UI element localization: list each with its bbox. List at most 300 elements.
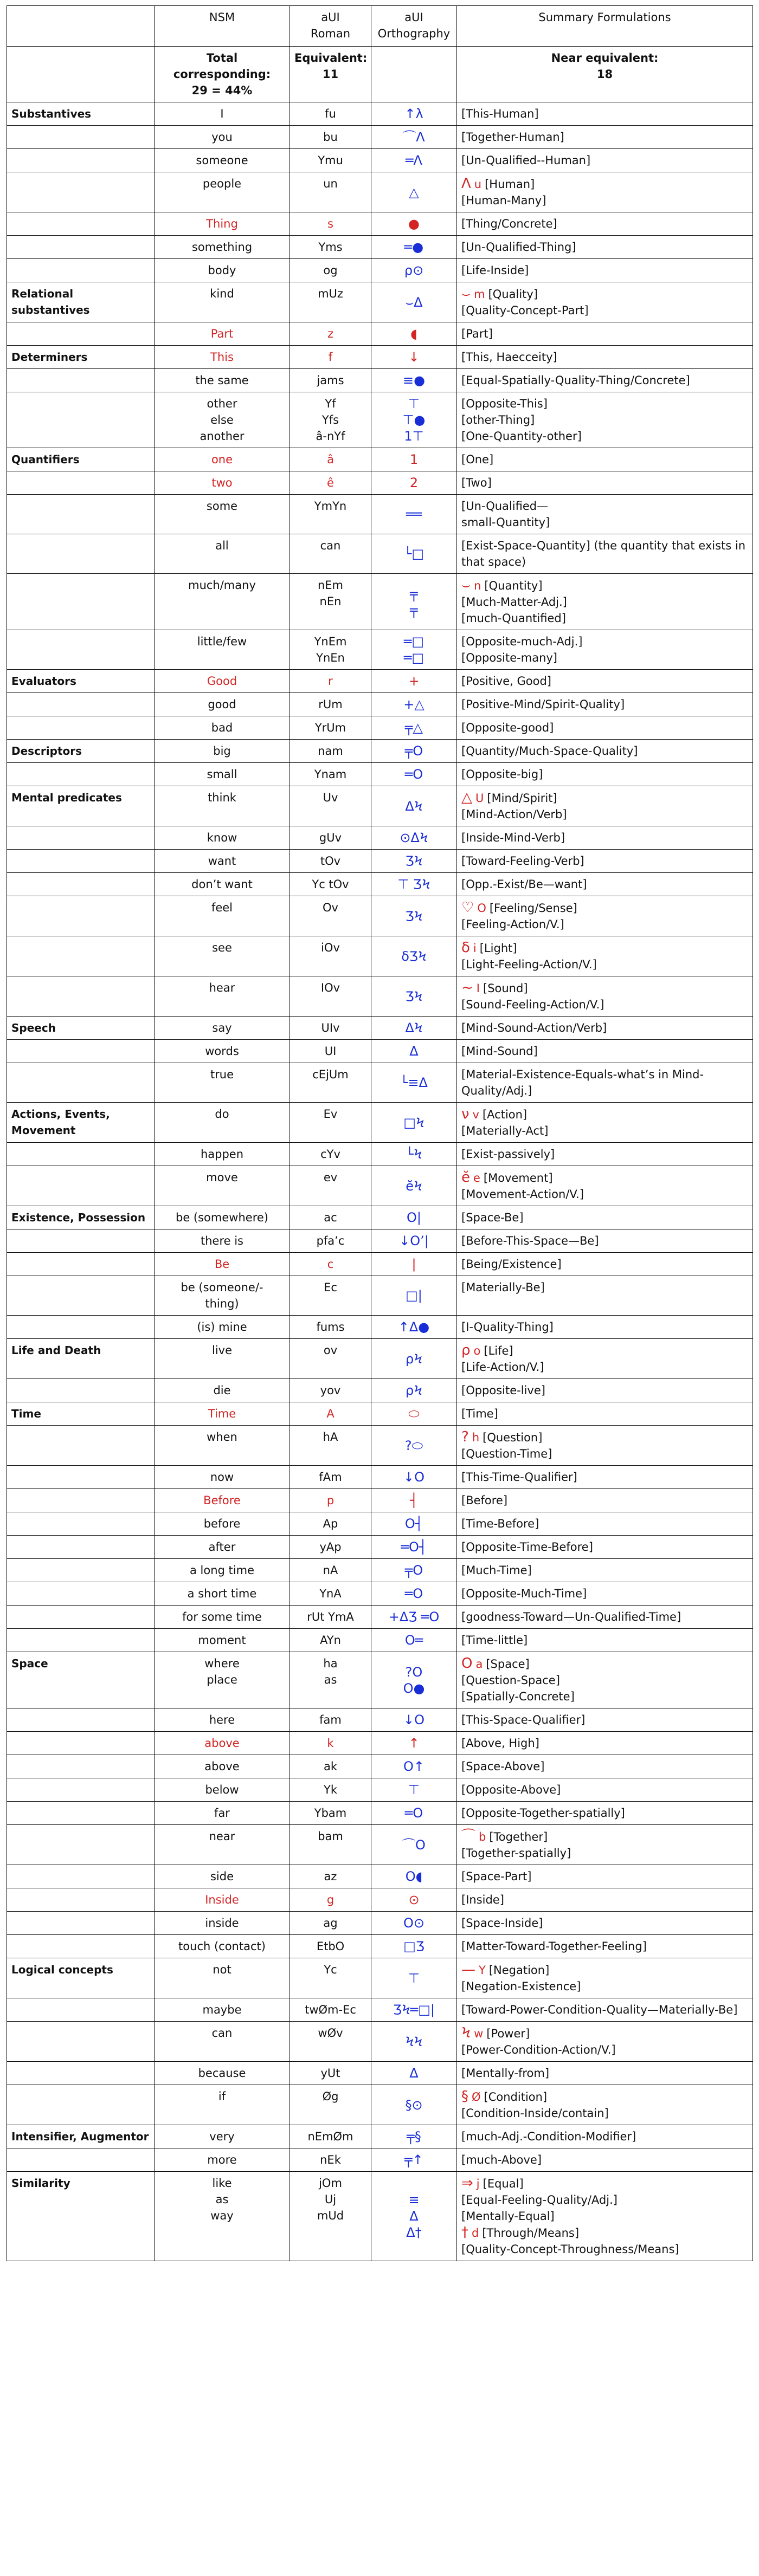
summary-line xyxy=(461,766,748,782)
nsm-term: as xyxy=(215,2193,229,2206)
category-cell: Intensifier, Augmentor xyxy=(7,2125,155,2148)
table-row xyxy=(7,786,753,826)
nsm-cell xyxy=(155,1755,290,1778)
summary-text: [Material-Existence-Equals-what’s in Mind-Quality/Adj.] xyxy=(461,1068,704,1097)
summary-text: [Quality-Concept-Throughness/Means] xyxy=(461,2243,679,2256)
summary-line xyxy=(461,498,748,514)
ortho-cell xyxy=(371,102,457,126)
summary-cell xyxy=(457,693,753,716)
ortho-cell xyxy=(371,1017,457,1040)
table-row xyxy=(7,448,753,471)
table-row xyxy=(7,392,753,448)
roman-cell xyxy=(290,1466,371,1489)
ortho-glyph: ⊤ xyxy=(408,1782,420,1797)
ortho-glyph: ϞϞ xyxy=(405,2034,423,2049)
nsm-cell xyxy=(155,2172,290,2261)
roman-cell xyxy=(290,236,371,259)
ortho-cell xyxy=(371,1732,457,1755)
category-cell xyxy=(7,693,155,716)
roman-term: yov xyxy=(320,1384,341,1397)
table-row xyxy=(7,212,753,236)
summary-line xyxy=(461,1169,748,1186)
ortho-glyph: ═O xyxy=(404,1586,423,1601)
roman-cell xyxy=(290,1103,371,1143)
subheader-total-l3: 29 = 44% xyxy=(191,84,253,97)
ortho-glyph: ╤↑ xyxy=(404,2152,423,2167)
nsm-term: thing) xyxy=(205,1297,239,1310)
ortho-glyph: + xyxy=(408,674,420,689)
summary-cell xyxy=(457,1489,753,1512)
roman-term: YnA xyxy=(319,1587,342,1600)
table-row xyxy=(7,1253,753,1276)
subheader-total-l1: Total xyxy=(206,51,238,64)
nsm-term: if xyxy=(218,2090,226,2103)
nsm-cell xyxy=(155,670,290,693)
roman-term: YrUm xyxy=(314,721,346,734)
ortho-glyph: ≡● xyxy=(402,373,426,388)
table-row xyxy=(7,2062,753,2085)
table-row xyxy=(7,471,753,495)
summary-cell xyxy=(457,126,753,149)
table-row xyxy=(7,670,753,693)
table-row xyxy=(7,1582,753,1606)
table-row xyxy=(7,693,753,716)
summary-text: [Space-Part] xyxy=(461,1870,532,1883)
subheader-empty2 xyxy=(371,47,457,102)
summary-line xyxy=(461,2065,748,2081)
summary-text: [Un-Qualified--Human] xyxy=(461,154,591,167)
nsm-term: inside xyxy=(205,1917,239,1930)
nsm-cell xyxy=(155,1778,290,1802)
table-row xyxy=(7,2148,753,2172)
roman-term: EtbO xyxy=(316,1940,345,1953)
summary-line xyxy=(461,1655,748,1672)
nsm-cell xyxy=(155,1402,290,1426)
summary-line xyxy=(461,633,748,650)
nsm-cell xyxy=(155,826,290,850)
table-row xyxy=(7,1998,753,2022)
category-cell xyxy=(7,212,155,236)
table-row xyxy=(7,850,753,873)
summary-text: [Space] xyxy=(486,1658,530,1671)
prime-glyph-icon: — xyxy=(461,1962,475,1978)
summary-text: [Time-little] xyxy=(461,1634,528,1647)
summary-line xyxy=(461,1516,748,1532)
summary-line xyxy=(461,1805,748,1821)
summary-text: [Toward-Power-Condition-Quality—Materially-Be] xyxy=(461,2003,738,2016)
summary-cell xyxy=(457,1708,753,1732)
prime-glyph-icon: ĕ xyxy=(461,1169,470,1186)
summary-line xyxy=(461,789,748,806)
summary-line xyxy=(461,1020,748,1036)
roman-cell xyxy=(290,1253,371,1276)
table-row xyxy=(7,1017,753,1040)
ortho-glyph: ═● xyxy=(404,240,424,255)
category-cell: Similarity xyxy=(7,2172,155,2261)
table-row xyxy=(7,172,753,212)
ortho-cell xyxy=(371,763,457,786)
nsm-term: Be xyxy=(214,1258,230,1271)
summary-cell xyxy=(457,786,753,826)
nsm-term: Part xyxy=(210,327,234,340)
category-cell xyxy=(7,1888,155,1912)
summary-line xyxy=(461,1758,748,1775)
summary-cell xyxy=(457,2172,753,2261)
nsm-term: small xyxy=(207,768,237,781)
summary-cell xyxy=(457,282,753,322)
summary-line xyxy=(461,176,748,192)
header-roman xyxy=(290,6,371,47)
roman-cell xyxy=(290,346,371,369)
summary-cell xyxy=(457,369,753,392)
table-row xyxy=(7,1888,753,1912)
nsm-cell xyxy=(155,102,290,126)
prime-glyph-icon: † xyxy=(461,2224,468,2241)
ortho-glyph: ?O xyxy=(405,1664,423,1680)
summary-text: [One] xyxy=(461,453,494,466)
prime-glyph-icon: ⌣ xyxy=(461,577,471,593)
summary-line xyxy=(461,1539,748,1555)
summary-line xyxy=(461,412,748,428)
category-cell xyxy=(7,936,155,976)
summary-text: [Equal-Spatially-Quality-Thing/Concrete] xyxy=(461,374,690,387)
nsm-cell xyxy=(155,1935,290,1958)
roman-cell xyxy=(290,1732,371,1755)
summary-line xyxy=(461,696,748,713)
summary-line xyxy=(461,326,748,342)
roman-term: pfa’c xyxy=(316,1234,345,1247)
summary-line xyxy=(461,2152,748,2168)
roman-cell xyxy=(290,1379,371,1402)
ortho-cell xyxy=(371,716,457,740)
roman-cell xyxy=(290,282,371,322)
summary-text: [Quality] xyxy=(488,288,538,301)
table-row xyxy=(7,1402,753,1426)
summary-line xyxy=(461,1146,748,1162)
table-row xyxy=(7,369,753,392)
ortho-glyph: O⊙ xyxy=(403,1915,424,1931)
nsm-cell xyxy=(155,740,290,763)
nsm-cell xyxy=(155,1229,290,1253)
nsm-term: moment xyxy=(198,1634,246,1647)
summary-line xyxy=(461,577,748,594)
category-cell xyxy=(7,1379,155,1402)
nsm-cell xyxy=(155,1143,290,1166)
summary-text: [Sound] xyxy=(483,982,528,995)
nsm-term: there is xyxy=(200,1234,243,1247)
summary-cell xyxy=(457,740,753,763)
summary-cell xyxy=(457,172,753,212)
table-row xyxy=(7,1755,753,1778)
summary-line xyxy=(461,192,748,209)
roman-cell xyxy=(290,534,371,574)
summary-text: [Question-Time] xyxy=(461,1447,552,1460)
ortho-glyph: └≡Δ xyxy=(400,1075,428,1090)
table-row xyxy=(7,1316,753,1339)
roman-cell xyxy=(290,322,371,346)
ortho-cell xyxy=(371,212,457,236)
roman-cell xyxy=(290,2125,371,2148)
summary-cell xyxy=(457,1825,753,1865)
nsm-cell xyxy=(155,896,290,936)
summary-text: [Un-Qualified-Thing] xyxy=(461,241,576,254)
ortho-glyph: ═Λ xyxy=(406,153,422,168)
summary-line xyxy=(461,451,748,468)
summary-text: [Being/Existence] xyxy=(461,1258,562,1271)
ortho-cell xyxy=(371,1466,457,1489)
table-row xyxy=(7,1229,753,1253)
summary-line xyxy=(461,1186,748,1202)
ortho-cell xyxy=(371,2085,457,2125)
prime-glyph-icon: δ xyxy=(461,940,470,956)
summary-line xyxy=(461,152,748,169)
category-cell xyxy=(7,534,155,574)
prime-glyph-icon: § xyxy=(461,2088,468,2105)
category-cell xyxy=(7,574,155,630)
subheader-near-l1: Near equivalent: xyxy=(551,51,659,64)
nsm-term: below xyxy=(205,1783,239,1796)
summary-text: [Equal-Feeling-Quality/Adj.] xyxy=(461,2193,618,2206)
summary-cell xyxy=(457,1958,753,1998)
roman-cell xyxy=(290,1888,371,1912)
summary-text: [Human-Many] xyxy=(461,194,546,207)
ortho-cell xyxy=(371,1755,457,1778)
summary-line xyxy=(461,538,748,570)
ortho-glyph: O═ xyxy=(404,1633,423,1648)
prime-letter: o xyxy=(473,1344,481,1357)
prime-letter: j xyxy=(476,2177,480,2190)
summary-text: [Materially-Be] xyxy=(461,1281,545,1294)
roman-term: nEm xyxy=(317,579,344,592)
nsm-term: for some time xyxy=(182,1610,262,1623)
summary-text: [Opposite-much-Adj.] xyxy=(461,635,583,648)
table-row xyxy=(7,2085,753,2125)
roman-term: can xyxy=(320,539,341,552)
header-ortho-l2: Orthography xyxy=(377,27,451,40)
ortho-glyph: ╤O xyxy=(404,743,423,759)
ortho-glyph: ↑Δ● xyxy=(398,1319,430,1335)
summary-text: [Exist-passively] xyxy=(461,1148,555,1161)
roman-cell xyxy=(290,392,371,448)
header-roman-l1: aUI xyxy=(321,11,340,24)
ortho-cell xyxy=(371,740,457,763)
ortho-cell xyxy=(371,1778,457,1802)
summary-line xyxy=(461,1043,748,1059)
ortho-glyph: ╤△ xyxy=(405,720,423,735)
roman-cell xyxy=(290,471,371,495)
ortho-glyph: ═O xyxy=(404,767,423,782)
category-cell xyxy=(7,1063,155,1103)
nsm-cell xyxy=(155,1708,290,1732)
nsm-cell xyxy=(155,1103,290,1143)
table-row xyxy=(7,1802,753,1825)
ortho-glyph: | xyxy=(411,1257,416,1272)
summary-cell xyxy=(457,936,753,976)
category-cell: Existence, Possession xyxy=(7,1206,155,1229)
ortho-glyph: ⊤ ƷϞ xyxy=(397,877,430,892)
prime-glyph-icon: △ xyxy=(461,789,472,806)
roman-term: Ap xyxy=(323,1517,338,1530)
summary-line xyxy=(461,1279,748,1296)
prime-letter: e xyxy=(473,1172,480,1185)
nsm-cell xyxy=(155,448,290,471)
ortho-glyph: 1 xyxy=(409,452,419,467)
summary-line xyxy=(461,2088,748,2105)
summary-text: [I-Quality-Thing] xyxy=(461,1321,554,1334)
summary-text: [Space-Above] xyxy=(461,1760,545,1773)
table-row xyxy=(7,630,753,670)
nsm-cell xyxy=(155,1802,290,1825)
summary-text: [Two] xyxy=(461,476,492,489)
summary-text: [Space-Be] xyxy=(461,1211,524,1224)
ortho-cell xyxy=(371,2172,457,2261)
summary-text: [Equal] xyxy=(483,2177,524,2190)
table-row xyxy=(7,1489,753,1512)
summary-cell xyxy=(457,1166,753,1206)
nsm-term: else xyxy=(210,413,234,426)
summary-text: [Power] xyxy=(486,2027,530,2040)
nsm-cell xyxy=(155,1536,290,1559)
summary-text: [Opposite-Time-Before] xyxy=(461,1541,593,1554)
roman-term: Uj xyxy=(324,2193,337,2206)
summary-cell xyxy=(457,1582,753,1606)
table-row xyxy=(7,1825,753,1865)
roman-term: ac xyxy=(324,1211,337,1224)
category-cell xyxy=(7,471,155,495)
summary-line xyxy=(461,514,748,530)
table-row xyxy=(7,1379,753,1402)
summary-cell xyxy=(457,1512,753,1536)
summary-line xyxy=(461,940,748,956)
summary-line xyxy=(461,2208,748,2224)
roman-cell xyxy=(290,574,371,630)
category-cell xyxy=(7,1708,155,1732)
summary-text: [Opposite-Above] xyxy=(461,1783,561,1796)
nsm-term: hear xyxy=(209,981,235,994)
summary-text: [This-Human] xyxy=(461,107,539,120)
category-cell xyxy=(7,1732,155,1755)
roman-term: Uv xyxy=(323,791,338,804)
roman-cell xyxy=(290,1802,371,1825)
summary-text: [Time] xyxy=(461,1407,498,1420)
summary-line xyxy=(461,1233,748,1249)
ortho-cell xyxy=(371,534,457,574)
table-row xyxy=(7,1206,753,1229)
summary-text: [Light] xyxy=(479,942,517,955)
summary-line xyxy=(461,1712,748,1728)
ortho-glyph: ⊙ xyxy=(408,1892,420,1907)
summary-line xyxy=(461,396,748,412)
summary-line xyxy=(461,2002,748,2018)
ortho-cell xyxy=(371,1426,457,1466)
ortho-glyph: ═□ xyxy=(403,634,424,649)
ortho-glyph: ƷϞ xyxy=(405,988,423,1004)
nsm-term: little/few xyxy=(197,635,247,648)
nsm-cell xyxy=(155,1426,290,1466)
roman-term: jams xyxy=(317,374,344,387)
roman-cell xyxy=(290,1166,371,1206)
subheader-eq-l1: Equivalent: xyxy=(294,51,368,64)
summary-cell xyxy=(457,1536,753,1559)
summary-cell xyxy=(457,1802,753,1825)
ortho-cell xyxy=(371,1935,457,1958)
roman-cell xyxy=(290,786,371,826)
nsm-term: do xyxy=(215,1108,229,1121)
summary-line xyxy=(461,830,748,846)
roman-term: nEn xyxy=(319,595,342,608)
summary-cell xyxy=(457,259,753,282)
category-cell xyxy=(7,1276,155,1316)
summary-text: [Life-Inside] xyxy=(461,264,529,277)
category-cell: Mental predicates xyxy=(7,786,155,826)
ortho-cell xyxy=(371,2022,457,2062)
ortho-cell xyxy=(371,1166,457,1206)
summary-line xyxy=(461,853,748,869)
roman-cell xyxy=(290,102,371,126)
prime-letter: b xyxy=(479,1830,486,1843)
roman-term: YnEm xyxy=(314,635,347,648)
ortho-glyph: δƷϞ xyxy=(401,948,427,964)
summary-cell xyxy=(457,1466,753,1489)
summary-text: [Opposite-big] xyxy=(461,768,543,781)
nsm-term: the same xyxy=(195,374,249,387)
roman-cell xyxy=(290,1606,371,1629)
nsm-term: kind xyxy=(210,287,234,300)
summary-cell xyxy=(457,1935,753,1958)
ortho-cell xyxy=(371,630,457,670)
summary-cell xyxy=(457,448,753,471)
roman-cell xyxy=(290,1143,371,1166)
summary-line xyxy=(461,650,748,666)
nsm-term: much/many xyxy=(188,579,256,592)
summary-text: [Opposite-good] xyxy=(461,721,554,734)
prime-letter: v xyxy=(472,1108,479,1121)
ortho-glyph: ⊤ xyxy=(408,396,420,411)
summary-text: [much-Above] xyxy=(461,2153,542,2166)
nsm-cell xyxy=(155,873,290,896)
ortho-glyph: ΔϞ xyxy=(405,798,423,814)
ortho-cell xyxy=(371,1865,457,1888)
roman-cell xyxy=(290,2022,371,2062)
roman-cell xyxy=(290,1998,371,2022)
summary-line xyxy=(461,1342,748,1359)
header-nsm: NSM xyxy=(155,6,290,47)
roman-cell xyxy=(290,936,371,976)
summary-text: [One-Quantity-other] xyxy=(461,430,582,443)
summary-text: [much-Adj.-Condition-Modifier] xyxy=(461,2130,636,2143)
summary-cell xyxy=(457,1017,753,1040)
category-cell xyxy=(7,1865,155,1888)
prime-glyph-icon: ⇒ xyxy=(461,2175,473,2191)
roman-cell xyxy=(290,1206,371,1229)
ortho-glyph: ↑λ xyxy=(404,106,423,121)
roman-term: IOv xyxy=(320,981,340,994)
roman-term: yAp xyxy=(319,1541,342,1554)
ortho-cell xyxy=(371,1559,457,1582)
summary-line xyxy=(461,1609,748,1625)
category-cell: Speech xyxy=(7,1017,155,1040)
table-row xyxy=(7,740,753,763)
roman-term: rUm xyxy=(318,698,343,711)
roman-term: Yc xyxy=(324,1963,337,1976)
roman-term: jOm xyxy=(319,2177,342,2190)
ortho-glyph: ?⬭ xyxy=(404,1438,423,1453)
summary-text: [Power-Condition-Action/V.] xyxy=(461,2043,616,2056)
nsm-cell xyxy=(155,1606,290,1629)
ortho-cell xyxy=(371,1489,457,1512)
ortho-glyph: ρϞ xyxy=(405,1351,423,1367)
ortho-glyph: ƷϞ xyxy=(405,853,423,869)
